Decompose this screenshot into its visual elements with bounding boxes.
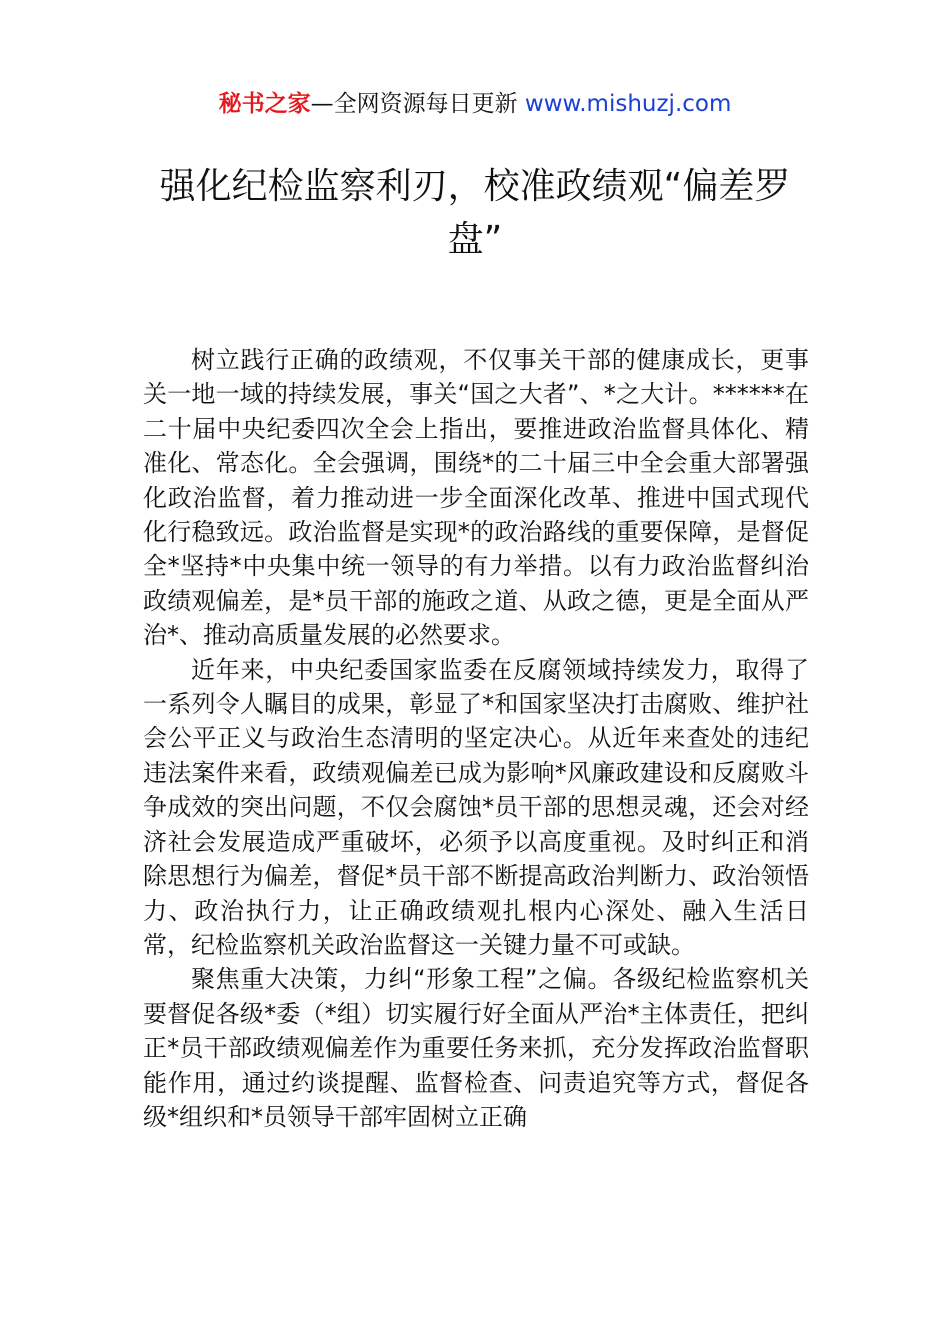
- document-body: [143, 343, 809, 1134]
- paragraph-3: 聚焦重大决策，力纠“形象工程”之偏。各级纪检监察机关要督促各级*委（*组）切实履行好全面从严治*主体责任，把纠正*员干部政绩观偏差作为重要任务来抓，充分发挥政治监督职能作用，通过约谈提醒、监督检查、问责追究等方式，督促各级*组织和*员领导干部牢固树立正确: [143, 965, 809, 1131]
- paragraph-1: 树立践行正确的政绩观，不仅事关干部的健康成长，更事关一地一域的持续发展，事关“国之大者”、*之大计。******在二十届中央纪委四次全会上指出，要推进政治监督具体化、精准化、常态化。全会强调，围绕*的二十届三中全会重大部署强化政治监督，着力推动进一步全面深化改革、推进中国式现代化行稳致远。政治监督是实现*的政治路线的重要保障，是督促全*坚持*中央集中统一领导的有力举措。以有力政治监督纠治政绩观偏差，是*员干部的施政之道、从政之德，更是全面从严治*、推动高质量发展的必然要求。: [143, 346, 809, 650]
- site-brand: 秘书之家: [218, 91, 311, 117]
- document-title: 强化纪检监察利刃，校准政绩观“偏差罗盘”: [159, 166, 791, 260]
- site-tagline: —全网资源每日更新: [310, 91, 525, 117]
- site-url-link[interactable]: www.mishuzj.com: [524, 91, 732, 117]
- site-header: [0, 88, 950, 120]
- paragraph-2: 近年来，中央纪委国家监委在反腐领域持续发力，取得了一系列令人瞩目的成果，彰显了*和国家坚决打击腐败、维护社会公平正义与政治生态清明的坚定决心。从近年来查处的违纪违法案件来看，政绩观偏差已成为影响*风廉政建设和反腐败斗争成效的突出问题，不仅会腐蚀*员干部的思想灵魂，还会对经济社会发展造成严重破坏，必须予以高度重视。及时纠正和消除思想行为偏差，督促*员干部不断提高政治判断力、政治领悟力、政治执行力，让正确政绩观扎根内心深处、融入生活日常，纪检监察机关政治监督这一关键力量不可或缺。: [143, 655, 809, 959]
